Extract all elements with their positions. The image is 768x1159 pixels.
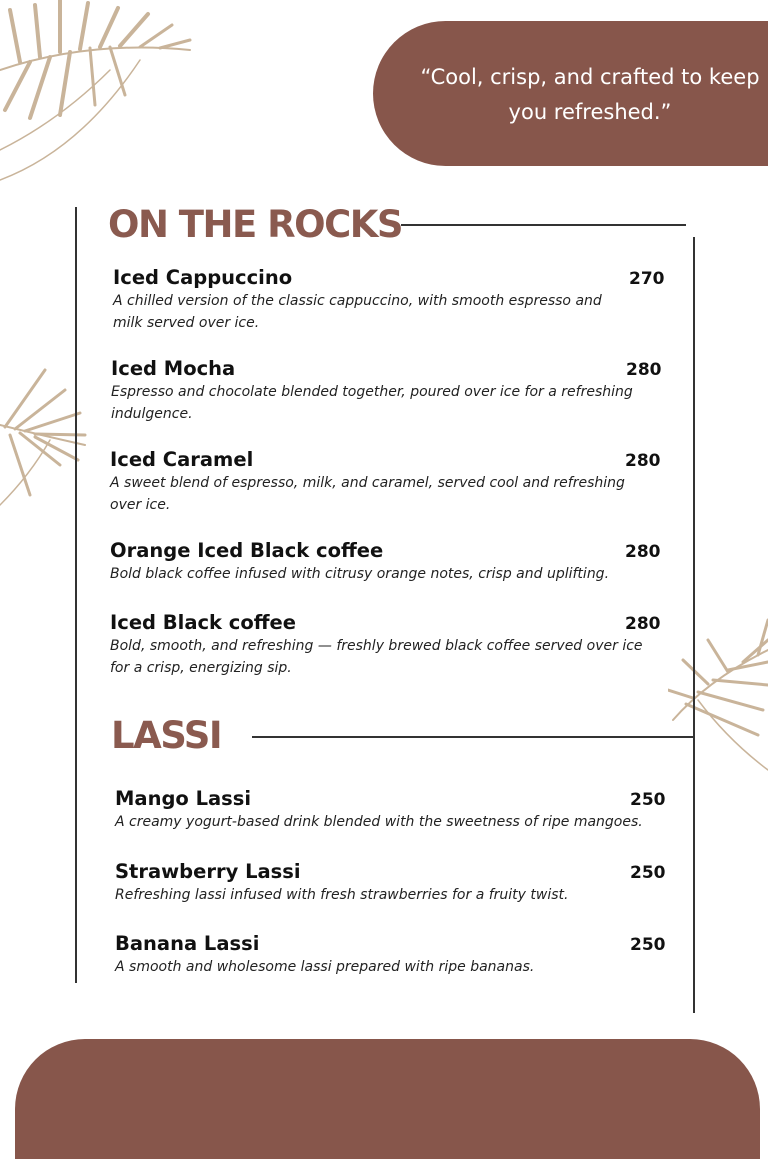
menu-item-banana-lassi xyxy=(115,932,665,978)
item-price: 250 xyxy=(630,790,666,810)
item-description: Bold, smooth, and refreshing — freshly brewed black coffee served over ice for a crisp, energizing sip. xyxy=(110,638,643,676)
palm-leaf-top-left-icon xyxy=(0,0,200,185)
palm-leaf-right-icon xyxy=(668,600,768,775)
item-description: A creamy yogurt-based drink blended with the sweetness of ripe mangoes. xyxy=(115,814,643,830)
item-description: A sweet blend of espresso, milk, and caramel, served cool and refreshing over ice. xyxy=(110,475,625,513)
item-description: A chilled version of the classic cappuccino, with smooth espresso and milk served over ice. xyxy=(113,293,602,331)
item-price: 280 xyxy=(626,360,662,380)
section-title-on-the-rocks: ON THE ROCKS xyxy=(108,203,403,246)
item-description: Refreshing lassi infused with fresh strawberries for a fruity twist. xyxy=(115,887,569,903)
item-description: Bold black coffee infused with citrusy orange notes, crisp and uplifting. xyxy=(110,566,610,582)
menu-item-iced-cappuccino xyxy=(113,266,663,334)
heading-rule-lassi xyxy=(252,736,695,738)
item-name: Mango Lassi xyxy=(115,787,252,810)
item-description: Espresso and chocolate blended together, poured over ice for a refreshing indulgence. xyxy=(111,384,633,422)
item-name: Strawberry Lassi xyxy=(115,860,301,883)
item-name: Iced Black coffee xyxy=(110,611,297,634)
item-description: A smooth and wholesome lassi prepared with ripe bananas. xyxy=(115,959,535,975)
item-name: Iced Cappuccino xyxy=(113,266,293,289)
item-price: 250 xyxy=(630,935,666,955)
menu-item-iced-black-coffee xyxy=(110,611,660,679)
menu-item-mango-lassi xyxy=(115,787,665,833)
item-price: 280 xyxy=(625,451,661,471)
item-name: Iced Mocha xyxy=(111,357,236,380)
item-name: Orange Iced Black coffee xyxy=(110,539,384,562)
item-name: Banana Lassi xyxy=(115,932,260,955)
item-price: 270 xyxy=(629,269,665,289)
heading-rule-rocks xyxy=(401,224,686,226)
menu-item-iced-caramel xyxy=(110,448,660,516)
menu-item-strawberry-lassi xyxy=(115,860,665,906)
section-title-lassi: LASSI xyxy=(111,714,222,757)
menu-item-iced-mocha xyxy=(111,357,661,425)
palm-leaf-mid-left-icon xyxy=(0,365,90,525)
menu-item-orange-iced-black-coffee xyxy=(110,539,660,585)
frame-line-right xyxy=(693,237,695,1013)
item-price: 250 xyxy=(630,863,666,883)
footer-banner xyxy=(15,1039,760,1159)
item-price: 280 xyxy=(625,542,661,562)
tagline-quote: “Cool, crisp, and crafted to keep you refreshed.” xyxy=(420,65,760,124)
item-price: 280 xyxy=(625,614,661,634)
item-name: Iced Caramel xyxy=(110,448,254,471)
frame-line-left xyxy=(75,207,77,983)
